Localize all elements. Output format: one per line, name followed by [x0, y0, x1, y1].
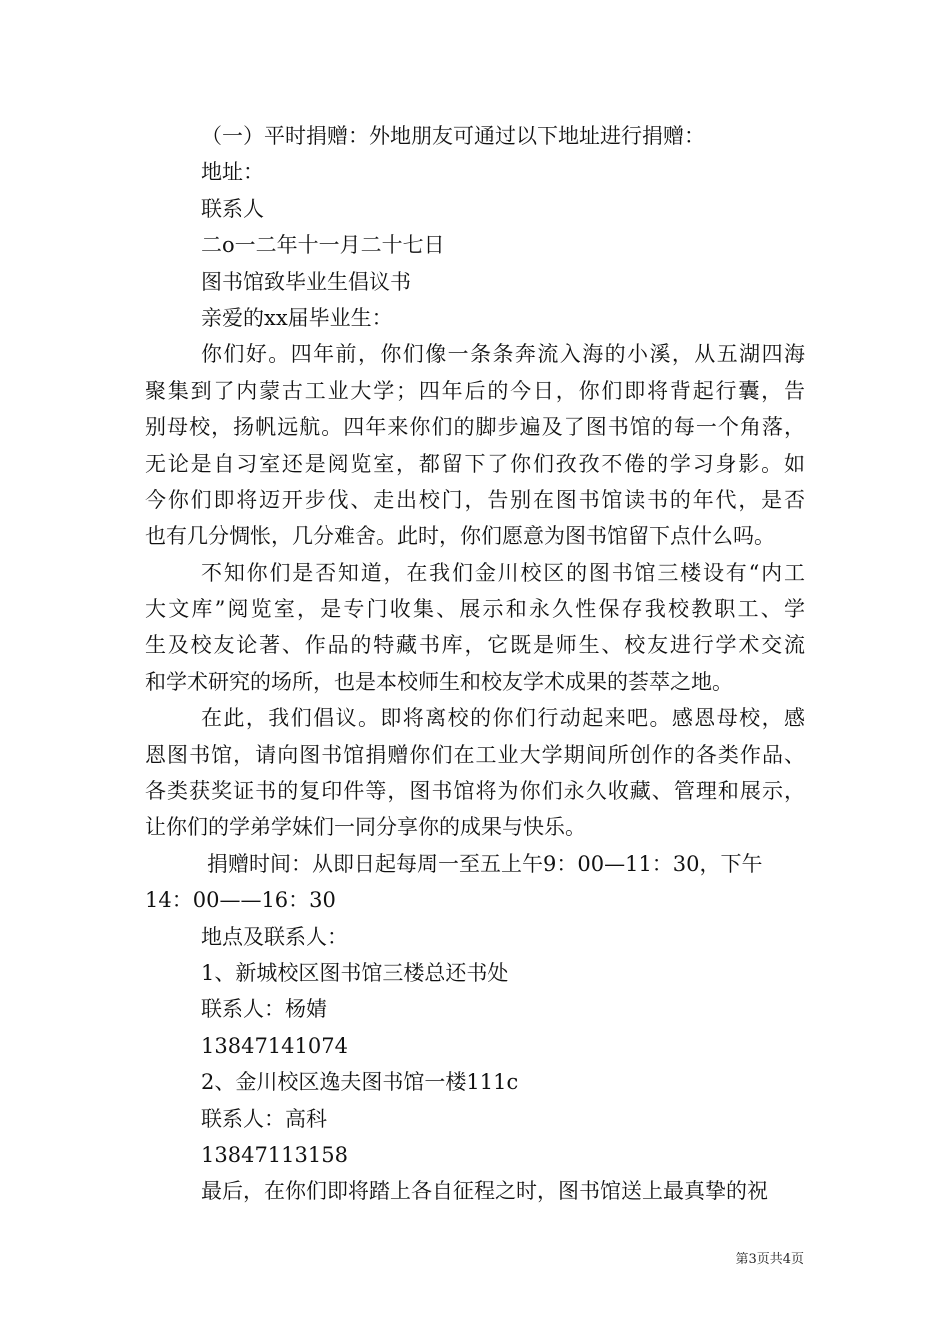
paragraph-line: 也有几分惆怅，几分难舍。此时，你们愿意为图书馆留下点什么吗。: [145, 524, 775, 549]
location-jinchuan: 2、金川校区逸夫图书馆一楼111c: [201, 1070, 519, 1095]
date-line: 二o一二年十一月二十七日: [201, 233, 445, 258]
paragraph-donation-time: [145, 846, 805, 919]
paragraph-line: 在此，我们倡议。即将离校的你们行动起来吧。感恩母校，感: [201, 706, 805, 731]
address-line: 地址：: [201, 160, 264, 185]
paragraph-line: 恩图书馆，请向图书馆捐赠你们在工业大学期间所创作的各类作品、: [145, 742, 805, 767]
paragraph-line: 捐赠时间：从即日起每周一至五上午9：00—11：30，下午: [207, 851, 763, 876]
phone-gao: 13847113158: [201, 1142, 348, 1167]
closing-line: 最后，在你们即将踏上各自征程之时，图书馆送上最真挚的祝: [201, 1179, 768, 1204]
paragraph-line: 和学术研究的场所，也是本校师生和校友学术成果的荟萃之地。: [145, 669, 733, 694]
contact-gao: 联系人：高科: [201, 1106, 327, 1131]
document-body: [145, 118, 805, 1210]
paragraph-line: 各类获奖证书的复印件等，图书馆将为你们永久收藏、管理和展示，: [145, 779, 805, 804]
donation-method-line: （一）平时捐赠：外地朋友可通过以下地址进行捐赠：: [201, 124, 705, 148]
paragraph-greeting: [145, 336, 805, 554]
salutation: 亲爱的xx届毕业生：: [201, 305, 393, 330]
paragraph-proposal: [145, 700, 805, 846]
paragraph-library-archive: [145, 555, 805, 701]
contact-yang: 联系人：杨婧: [201, 997, 327, 1022]
paragraph-line: 别母校，扬帆远航。四年来你们的脚步遍及了图书馆的每一个角落，: [145, 415, 805, 440]
paragraph-line: 让你们的学弟学妹们一同分享你的成果与快乐。: [145, 815, 586, 840]
paragraph-line: 14：00——16：30: [145, 888, 336, 913]
paragraph-line: 生及校友论著、作品的特藏书库，它既是师生、校友进行学术交流: [145, 633, 805, 658]
location-xincheng: 1、新城校区图书馆三楼总还书处: [201, 960, 509, 985]
paragraph-line: 无论是自习室还是阅览室，都留下了你们孜孜不倦的学习身影。如: [145, 451, 805, 476]
paragraph-line: 大文库”阅览室，是专门收集、展示和永久性保存我校教职工、学: [145, 597, 805, 622]
proposal-title: 图书馆致毕业生倡议书: [201, 269, 411, 294]
location-heading: 地点及联系人：: [201, 924, 348, 949]
phone-yang: 13847141074: [201, 1033, 348, 1058]
contact-line: 联系人: [201, 196, 264, 221]
page-number: 第3页共4页: [735, 1252, 804, 1267]
paragraph-line: 你们好。四年前，你们像一条条奔流入海的小溪，从五湖四海: [201, 342, 805, 367]
paragraph-line: 不知你们是否知道，在我们金川校区的图书馆三楼设有“内工: [201, 560, 805, 585]
paragraph-line: 聚集到了内蒙古工业大学；四年后的今日，你们即将背起行囊，告: [145, 378, 805, 403]
paragraph-line: 今你们即将迈开步伐、走出校门，告别在图书馆读书的年代，是否: [145, 487, 805, 512]
